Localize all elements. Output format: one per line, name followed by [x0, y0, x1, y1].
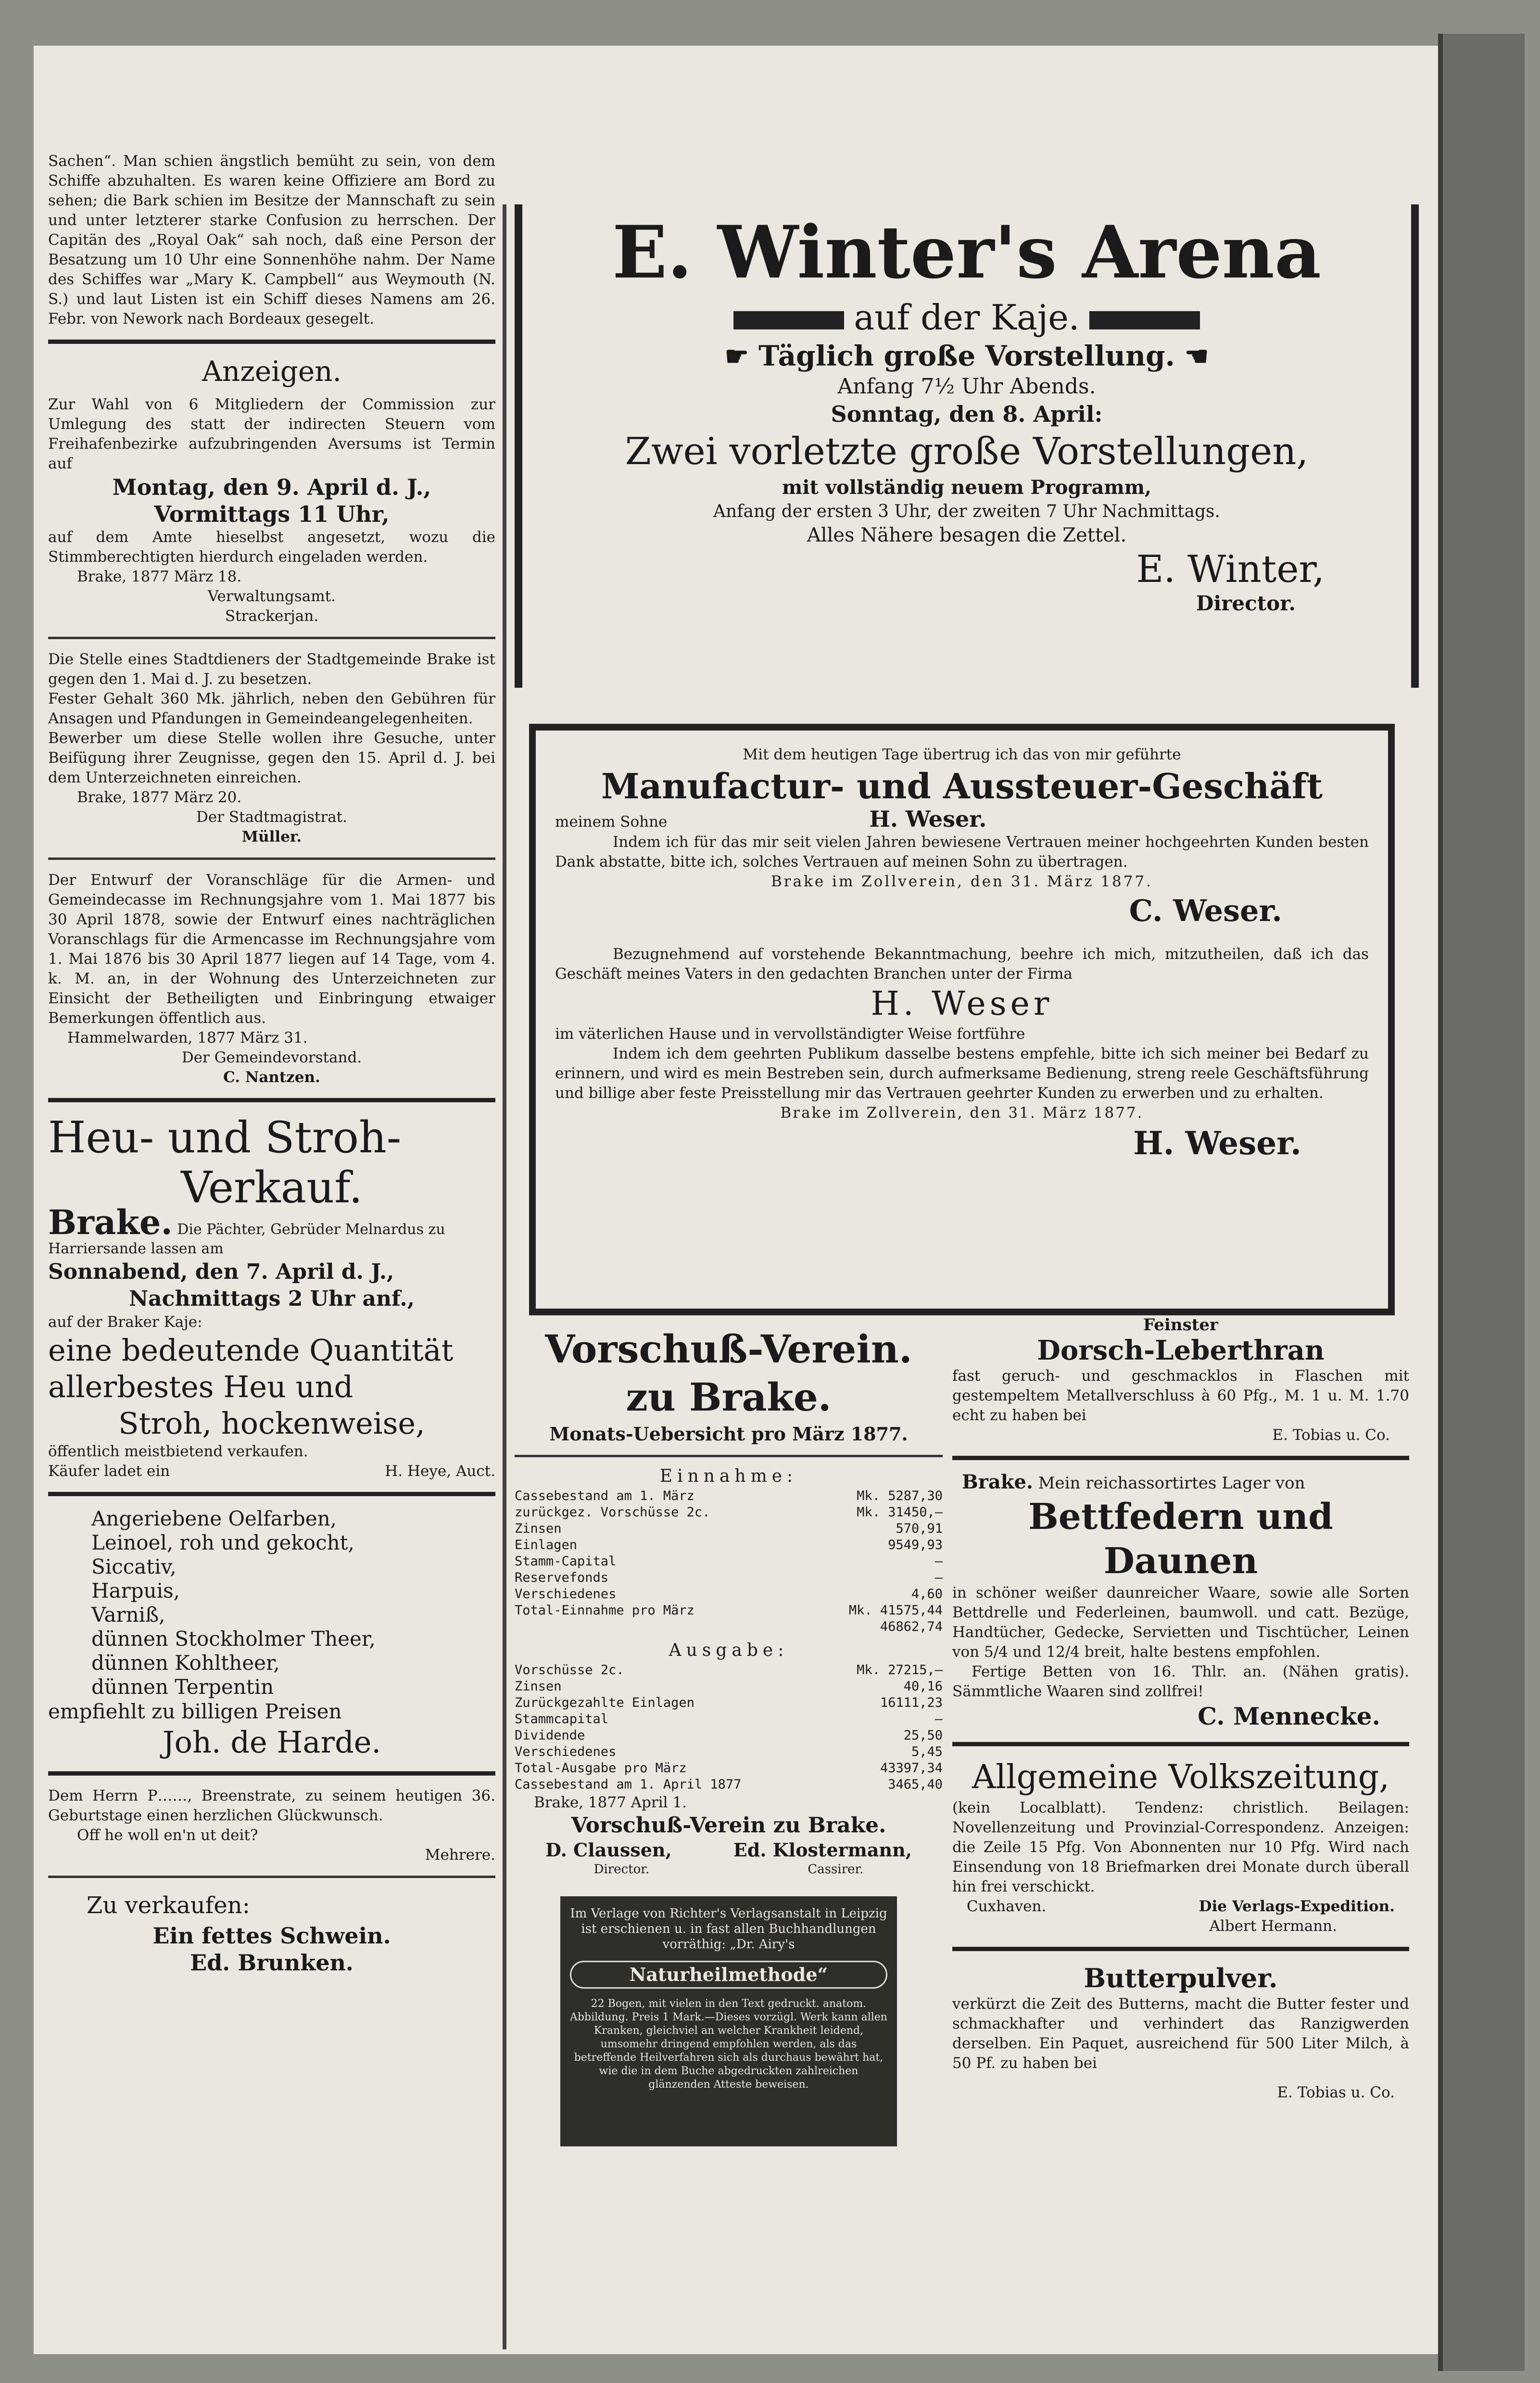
ad-heu-text3: öffentlich meistbietend verkaufen. [48, 1443, 308, 1460]
bett-town: Brake. [962, 1471, 1033, 1493]
ad-commission-text2: auf dem Amte hieselbst angesetzt, wozu die Stimmberechtigten hierdurch eingeladen werden. [48, 529, 495, 566]
ad-winter-sub: auf der Kaje. [854, 297, 1080, 338]
table-row [515, 1602, 943, 1619]
table-cell-amount: 43397,34 [880, 1761, 943, 1776]
pointing-hand-left-icon: ☚ [1185, 340, 1209, 372]
divider [48, 1876, 495, 1878]
table-row [515, 1488, 943, 1504]
ad-oelfarben-item: Siccativ, [91, 1555, 177, 1578]
ad-oelfarben-tail: empfiehlt zu billigen Preisen [48, 1700, 342, 1723]
news-item-text: Sachen“. Man schien ängstlich bemüht zu sein, von dem Schiffe abzuhalten. Es waren keine Offiziere am Bord zu sehen; die Bark schien im Besitze der Mannschaft zu sein und unter letzterer starke Confusion zu herrschen. Der Capitän des „Royal Oak“ sah noch, daß eine Person der Besatzung um 10 Uhr eine Sonnenhöhe nahm. Der Name des Schiffes war „Mary K. Campbell“ aus Weymouth (N. S.) und laut Listen ist ein Schiff dieses Namens am 26. Febr. von Nework nach Bordeaux gesegelt. [48, 152, 495, 328]
table-cell-amount: 5,45 [911, 1744, 943, 1759]
vorschuss-aus-head: Ausgabe: [669, 1640, 789, 1660]
right-column [952, 1315, 1409, 2103]
tran-signature: E. Tobias u. Co. [1272, 1426, 1390, 1444]
ad-schwein-signature: Ed. Brunken. [190, 1950, 353, 1976]
table-row [515, 1711, 943, 1727]
ad-winter-arena [515, 204, 1419, 688]
ad-oelfarben-signature: Joh. de Harde. [162, 1725, 381, 1760]
table-cell-label: Cassebestand am 1. März [515, 1488, 694, 1503]
ad-oelfarben-item: Leinoel, roh und gekocht, [91, 1531, 354, 1554]
table-row [515, 1570, 943, 1586]
tran-title: Dorsch-Leberthran [1037, 1335, 1325, 1366]
ad-heu-place: auf der Braker Kaje: [48, 1313, 202, 1331]
ad-heu-signature-lead: Käufer ladet ein [48, 1463, 170, 1480]
vorschuss-place: Brake, 1877 April 1. [534, 1794, 687, 1811]
pointing-hand-right-icon: ☛ [724, 340, 749, 372]
table-row [515, 1553, 943, 1570]
ad-heu-date: Sonnabend, den 7. April d. J., [48, 1260, 394, 1284]
ad-oelfarben-list [48, 1507, 495, 1699]
divider [48, 857, 495, 860]
table-cell-label: Einlagen [515, 1538, 578, 1552]
tran-text: fast geruch- und geschmacklos in Flaschen mit gestempeltem Metallverschluss à 60 Pfg., M. 1 u. M. 1.70 echt zu haben bei [952, 1367, 1409, 1424]
divider [952, 1742, 1409, 1746]
table-row [515, 1619, 943, 1635]
table-cell-amount: 570,91 [896, 1521, 943, 1536]
ad-stadtdiener-signature-name: Müller. [241, 828, 302, 845]
left-column [48, 151, 495, 2345]
table-cell-label: zurückgez. Vorschüsse 2c. [515, 1505, 710, 1520]
ad-oelfarben-item: dünnen Stockholmer Theer, [91, 1627, 376, 1651]
vorschuss-title: Vorschuß-Verein. [545, 1326, 912, 1372]
table-cell-amount: Mk. 41575,44 [848, 1603, 943, 1618]
volk-title: Allgemeine Volkszeitung, [972, 1758, 1390, 1796]
ad-weser-place1: Brake im Zollverein, den 31. März 1877. [770, 873, 1153, 890]
ad-weser [529, 724, 1395, 1315]
divider [48, 1492, 495, 1496]
table-cell-label: Zinsen [515, 1521, 562, 1536]
butter-title: Butterpulver. [1084, 1963, 1278, 1993]
ad-winter-daily: Täglich große Vorstellung. [758, 340, 1175, 372]
ad-weser-firm: H. Weser [871, 985, 1053, 1023]
ad-winter-sunday: Sonntag, den 8. April: [831, 401, 1103, 427]
vorschuss-org: Vorschuß-Verein zu Brake. [571, 1813, 886, 1838]
ad-schwein-title: Zu verkaufen: [87, 1892, 250, 1919]
volk-text: (kein Localblatt). Tendenz: christlich. Beilagen: Novellenzeitung und Provinzial-Correspondenz. Anzeigen: die Zeile 15 Pfg. Von Abonnenten nur 10 Pfg. Wird nach Einsendung von 18 Briefmarken drei Monate durch überall hin frei verschickt. [952, 1799, 1409, 1895]
table-cell-amount: 16111,23 [880, 1695, 943, 1710]
divider [515, 1455, 943, 1457]
ad-heu-signature-row [48, 1462, 495, 1481]
table-row [515, 1727, 943, 1744]
decorative-bar [1089, 311, 1200, 329]
bett-text: in schöner weißer daunreicher Waare, sowie alle Sorten Bettdrelle und Federleinen, baumwoll. und catt. Bezüge, Handtücher, Gedecke, Servietten und Tischtücher, Leinen von 5/4 und 12/4 breit, halte bestens empfohlen. [952, 1584, 1409, 1661]
book-advertisement-image [560, 1896, 897, 2146]
volk-place: Cuxhaven. [967, 1898, 1047, 1915]
table-cell-amount: — [934, 1570, 943, 1585]
ad-stadtdiener-text: Die Stelle eines Stadtdieners der Stadtgemeinde Brake ist gegen den 1. Mai d. J. zu besetzen. [48, 651, 495, 688]
table-cell-amount: Mk. 27215,— [857, 1663, 943, 1677]
ad-heu-intro [48, 1202, 495, 1259]
ad-winter-times: Anfang der ersten 3 Uhr, der zweiten 7 Uhr Nachmittags. [713, 502, 1220, 521]
bett-title: Bettfedern und Daunen [1028, 1496, 1333, 1582]
book-spine [1438, 34, 1525, 2371]
table-row [515, 1760, 943, 1777]
ad-heu-town: Brake. [48, 1202, 173, 1242]
divider [48, 1098, 495, 1102]
ad-voranschlag-signature-name: C. Nantzen. [223, 1069, 320, 1086]
table-cell-label: Zinsen [515, 1679, 562, 1694]
ad-winter-more: Alles Nähere besagen die Zettel. [807, 524, 1127, 546]
column-rule [503, 204, 506, 2349]
ad-weser-text3: im väterlichen Hause und in vervollständigter Weise fortführe [555, 1025, 1025, 1043]
ad-oelfarben-item: Harpuis, [91, 1579, 180, 1602]
ad-oelfarben-item: dünnen Kohltheer, [91, 1651, 280, 1675]
ad-voranschlag-text: Der Entwurf der Voranschläge für die Armen- und Gemeindecasse im Rechnungsjahre vom 1. Mai 1877 bis 30 April 1878, sowie der Entwurf eines nachträglichen Voranschlags für die Armencasse im Rechnungsjahre vom 1. Mai 1876 bis 30 April 1877 liegen auf 14 Tage, vom 4. k. M. an, in der Wohnung des Unterzeichneten zur Einsicht der Betheiligten und Einbringung etwaiger Bemerkungen öffentlich aus. [48, 871, 495, 1027]
ad-winter-title: E. Winter's Arena [612, 210, 1322, 295]
divider [48, 1771, 495, 1776]
ad-glueckwunsch-text: Dem Herrn P……, Breenstrate, zu seinem heutigen 36. Geburtstage einen herzlichen Glückwunsch. [48, 1787, 495, 1824]
ad-heu-title: Heu- und Stroh- [48, 1112, 402, 1163]
table-cell-label: Verschiedenes [515, 1587, 617, 1601]
ad-heu-big-text2: Stroh, hockenweise, [118, 1406, 425, 1441]
ad-commission-place: Brake, 1877 März 18. [77, 568, 242, 585]
volk-org: Die Verlags-Expedition. [1199, 1898, 1395, 1915]
ad-weser-intro: Mit dem heutigen Tage übertrug ich das von mir geführte [743, 746, 1181, 763]
table-cell-label: Cassebestand am 1. April 1877 [515, 1777, 742, 1792]
bett-lead-row [952, 1471, 1409, 1495]
bett-lead: Mein reichassortirtes Lager von [1038, 1474, 1305, 1493]
vorschuss-role-right: Cassirer. [808, 1862, 864, 1877]
newspaper-page [34, 46, 1438, 2354]
divider [48, 637, 495, 639]
table-cell-amount: — [934, 1554, 943, 1569]
ad-heu-text: Die Pächter, Gebrüder Melnardus zu Harriersande lassen am [48, 1221, 445, 1257]
ad-winter-big: Zwei vorletzte große Vorstellungen, [625, 430, 1309, 473]
table-cell-label: Vorschüsse 2c. [515, 1663, 624, 1677]
volk-signature: Albert Hermann. [1209, 1917, 1337, 1935]
table-cell-label: Stammcapital [515, 1712, 609, 1727]
ad-commission-signature: Verwaltungsamt. [208, 588, 336, 605]
ad-glueckwunsch-question: Off he woll en'n ut deit? [77, 1827, 258, 1844]
divider [952, 1456, 1409, 1460]
book-ad-title: Naturheilmethode“ [570, 1961, 887, 1989]
ad-weser-place2: Brake im Zollverein, den 31. März 1877. [780, 1104, 1144, 1122]
table-row [515, 1744, 943, 1760]
table-row [515, 1521, 943, 1537]
table-cell-amount: 46862,74 [880, 1619, 943, 1634]
table-cell-label: Zurückgezahlte Einlagen [515, 1695, 694, 1710]
table-cell-amount: Mk. 5287,30 [857, 1488, 943, 1503]
ad-weser-signature2: H. Weser. [1133, 1124, 1301, 1162]
bett-signature: C. Mennecke. [1198, 1702, 1380, 1730]
ad-stadtdiener-place: Brake, 1877 März 20. [77, 789, 242, 806]
ad-weser-son-lead: meinem Sohne [555, 813, 668, 831]
ad-stadtdiener-text3: Bewerber um diese Stelle wollen ihre Gesuche, unter Beifügung ihrer Zeugnisse, gegen den 15. April d. J. bei dem Unterzeichneten einreichen. [48, 730, 495, 786]
ad-weser-text2: Bezugnehmend auf vorstehende Bekanntmachung, beehre ich mich, mitzutheilen, daß ich das Geschäft meines Vaters in den gedachten Branchen unter der Firma [555, 946, 1369, 983]
ad-oelfarben-item: dünnen Terpentin [91, 1675, 274, 1699]
table-cell-label: Verschiedenes [515, 1744, 617, 1759]
ad-winter-program: mit vollständig neuem Programm, [782, 476, 1151, 499]
book-ad-bottom: 22 Bogen, mit vielen in den Text gedruckt. anatom. Abbildung. Preis 1 Mark.—Dieses vorzügl. Werk kann allen Kranken, gleichviel an welcher Krankheit leidend, umsomehr dringend empfohlen werden, als das betreffende Heilverfahren sich als durchaus bewährt hat, wie die in dem Buche abgedruckten zahlreichen glänzenden Atteste beweisen. [570, 1998, 887, 2091]
book-ad-top: Im Verlage von Richter's Verlagsanstalt in Leipzig ist erschienen u. in fast allen Buchhandlungen vorräthig: „Dr. Airy's [570, 1906, 887, 1952]
table-cell-label: Dividende [515, 1728, 585, 1743]
vorschuss-ausgabe-table [515, 1662, 943, 1793]
table-cell-amount: 25,50 [903, 1728, 943, 1743]
ad-weser-text1: Indem ich für das mir seit vielen Jahren bewiesene Vertrauen meiner hochgeehrten Kunden besten Dank abstatte, bitte ich, solches Vertrauen auf meinen Sohn zu übertragen. [555, 833, 1369, 870]
vorschuss-signature-row [515, 1839, 943, 1862]
tran-head: Feinster [1143, 1315, 1218, 1335]
table-cell-amount: 9549,93 [888, 1538, 943, 1552]
table-cell-amount: 3465,40 [888, 1777, 943, 1792]
table-row [515, 1695, 943, 1711]
vorschuss-signature-right: Ed. Klostermann, [733, 1839, 912, 1861]
ad-weser-son: H. Weser. [869, 806, 987, 832]
table-row [515, 1662, 943, 1678]
ad-winter-daily-row [542, 339, 1392, 373]
ad-winter-role: Director. [1196, 592, 1296, 615]
ad-winter-sub-row [542, 296, 1392, 339]
ad-heu-signature: H. Heye, Auct. [385, 1463, 495, 1480]
vorschuss-sub: Monats-Uebersicht pro März 1877. [549, 1423, 908, 1445]
ad-oelfarben-item: Angeriebene Oelfarben, [91, 1507, 337, 1530]
table-row [515, 1678, 943, 1695]
table-cell-label: Total-Ausgabe pro März [515, 1761, 687, 1776]
ad-commission-signature-name: Strackerjan. [225, 607, 319, 625]
vorschuss-einnahme-table [515, 1488, 943, 1635]
ad-heu-big-text: eine bedeutende Quantität allerbestes Heu und [48, 1333, 454, 1404]
ad-heu-title2: Verkauf. [181, 1162, 363, 1213]
table-cell-label: Reservefonds [515, 1570, 609, 1585]
ad-heu-time: Nachmittags 2 Uhr anf., [128, 1286, 415, 1311]
ad-schwein-text: Ein fettes Schwein. [152, 1923, 391, 1949]
decorative-bar [733, 311, 844, 329]
table-cell-amount: 40,16 [903, 1679, 943, 1694]
table-cell-label: Total-Einnahme pro März [515, 1603, 694, 1618]
table-row [515, 1777, 943, 1793]
table-row [515, 1504, 943, 1521]
divider [48, 340, 495, 344]
ad-oelfarben-item: Varniß, [91, 1603, 165, 1626]
table-cell-label: Stamm-Capital [515, 1554, 617, 1569]
ad-commission-date: Montag, den 9. April d. J., [112, 474, 431, 500]
ad-commission-text: Zur Wahl von 6 Mitgliedern der Commission zur Umlegung des statt der indirecten Steuern vom Freihafenbezirke aufzubringenden Aversums ist Termin auf [48, 396, 495, 472]
volk-org-row [952, 1897, 1409, 1916]
ad-voranschlag-signature: Der Gemeindevorstand. [181, 1049, 362, 1066]
ad-winter-start: Anfang 7½ Uhr Abends. [837, 374, 1096, 399]
ad-winter-signature: E. Winter, [1136, 548, 1325, 591]
table-cell-amount: — [934, 1712, 943, 1727]
ad-stadtdiener-signature: Der Stadtmagistrat. [196, 808, 347, 826]
bett-text2: Fertige Betten von 16. Thlr. an. (Nähen gratis). Sämmtliche Waaren sind zollfrei! [952, 1663, 1409, 1700]
table-row [515, 1537, 943, 1553]
section-heading-anzeigen: Anzeigen. [202, 355, 341, 388]
vorschuss-signature-left: D. Claussen, [545, 1839, 672, 1861]
ad-voranschlag-place: Hammelwarden, 1877 März 31. [67, 1029, 308, 1047]
vorschuss-role-left: Director. [593, 1862, 650, 1877]
ad-weser-son-row [555, 808, 1369, 832]
ad-commission-time: Vormittags 11 Uhr, [154, 501, 390, 527]
ad-stadtdiener-text2: Fester Gehalt 360 Mk. jährlich, neben den Gebühren für Ansagen und Pfandungen in Gemeindeangelegenheiten. [48, 690, 495, 727]
vorschuss-title2: zu Brake. [626, 1374, 832, 1420]
ad-glueckwunsch-signature: Mehrere. [425, 1846, 495, 1864]
ad-weser-signature1: C. Weser. [1129, 893, 1282, 928]
table-row [515, 1586, 943, 1602]
table-cell-amount: Mk. 31450,— [857, 1505, 943, 1520]
butter-signature: E. Tobias u. Co. [1277, 2084, 1395, 2101]
ad-vorschuss-verein [515, 1325, 943, 2146]
ad-weser-title: Manufactur- und Aussteuer-Geschäft [601, 766, 1323, 807]
butter-text: verkürzt die Zeit des Butterns, macht die Butter fester und schmackhafter und verhindert das Ranzigwerden derselben. Ein Paquet, ausreichend für 500 Liter Milch, à 50 Pf. zu haben bei [952, 1995, 1409, 2072]
vorschuss-role-row [515, 1862, 943, 1877]
ad-weser-text4: Indem ich dem geehrten Publikum dasselbe bestens empfehle, bitte ich sich meiner bei Bedarf zu erinnern, und wird es mein Bestreben sein, durch aufmerksame Bedienung, streng reele Geschäftsführung und billige aber feste Preisstellung mir das Vertrauen geehrter Kunden zu erwerben und zu erhalten. [555, 1045, 1369, 1102]
table-cell-amount: 4,60 [911, 1587, 943, 1601]
vorschuss-ein-head: Einnahme: [659, 1466, 798, 1486]
divider [952, 1947, 1409, 1951]
